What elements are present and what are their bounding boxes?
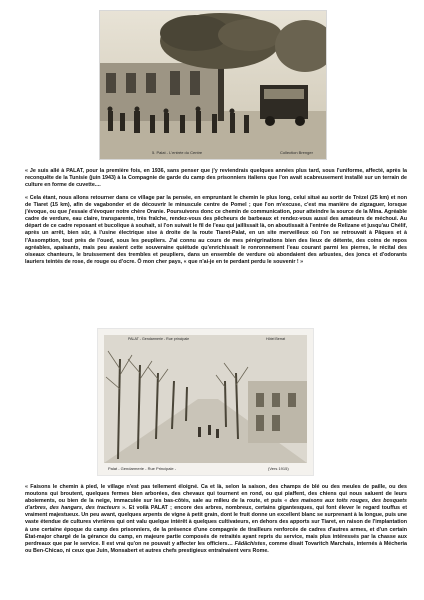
paragraph-village-walk	[25, 484, 407, 555]
village-entrance-photo	[99, 10, 327, 160]
paragraph-text: ». Et voilà PALAT ; encore des arbres, nombreux, certains gigantesques, qui font élever le regard touffus et vraiment majestueux. Un peu avant, quelques arpents de vigne à petit grain, dont le fruit donne un excellent blanc se surprenant à la longue, puis une vaste étendue de cultures vivrières qui ont valu quelque intérêt à quelques cultivateurs, en dehors des apports sur Tiaret, en raison de l'implantation à une certaine époque du camp des prisonniers, de la présence d'une compagnie de tirailleurs renforcée de cadres d'autres armes, et d'un certain État-major chargé de la gérance du camp, en majeure partie composés de retraités ayant repris du service, mais plus intéressés par la chasse aux perdreaux que par le service. Il est vrai qu'on ne pouvait y affecter les officiers…	[25, 505, 407, 547]
paragraph-text: « Faisons le chemin à pied, le village n'est pas tellement éloigné. Ca et là, selon la saison, des champs de blé ou des meules de paille, ou des moutons qui broutent, quelques fermes bien arborées, des chevaux qui tournent en rond, ou qui piaffent, des chiens qui nous saluent de leurs aboiements, ou bien de la neige, immaculée sur les bas-côtés, sale au milieu de la route, et puis «	[25, 484, 407, 505]
photo-date: (Vers 1915)	[268, 466, 289, 471]
photo-banner-left: PALAT - Gendarmerie - Rue principale	[128, 337, 190, 341]
gendarmerie-street-photo	[97, 328, 314, 476]
gendarmerie-street-illustration	[98, 329, 313, 475]
paragraph-text: , comme disait Tovaritch Marchais, internés à Mécheria ou Ben-Chicao, ni ceux que Juin, Monsabert et autres chefs prestigieux entraînaient vers Rome.	[25, 540, 407, 554]
village-entrance-illustration	[100, 11, 326, 159]
quoted-phrase: des maisons aux toits rouges, des bosquets d'arbres, des hangars, des tracteurs	[25, 498, 407, 512]
photo-caption: 5. Palat - L'entrée du Centre	[152, 150, 203, 155]
photo-credit: Collection Brenger	[280, 150, 313, 155]
paragraph-first-visit: « Je suis allé à PALAT, pour la première fois, en 1936, sans penser que j'y reviendrais quelques années plus tard, sous l'uniforme, affecté, après la reconquête de la Tunisie (juin 1943) à la Compagnie de garde du camp des prisonniers italiens que l'on avait scabreusement installé sur un terrain de culture en forme de cuvette....	[25, 168, 407, 189]
photo-banner-right: Hôtel Berrat	[266, 337, 286, 341]
italic-term: Fâdâchistes	[232, 540, 266, 547]
photo-caption: Palat - Gendarmerie - Rue Principale -	[108, 466, 177, 471]
paragraph-journey: « Cela étant, nous allons retourner dans ce village par la pensée, en empruntant le chemin le plus long, celui situé au sortir de Trézel (25 km) et non de Tiaret (15 km), afin de vagabonder et de découvrir le minuscule centre de Pomel ; que l'on m'excuse, c'est ma manière de zigzaguer, lorsque j'évoque, ou que j'essaie d'évoquer notre chère Oranie. Poursuivons donc ce chemin de communication, pour atteindre la source de la Mina. Agréable cadre de verdure, eau claire, transparente, très fraîche, rendez-vous des pêcheurs de barbeaux et rendez-vous aussi des amateurs de méchoui. Au départ de ce cadre reposant et bucolique à souhait, si l'on suivait le fil de l'eau qui jaillissait là, on aboutissait à l'entrée de Relizane et jusqu'au Chélif, après un arrêt, bien sûr, à l'usine électrique sise à droite de la route Tiaret-Palat, en un site merveilleux où l'on se retrouvait à Pâques et à l'Assomption, tout près de l'oued, sous les peupliers. J'ai connu au cours de mes pérégrinations bien des lieux de détente, des coins de repos agréables, apaisants, mais peu avaient cette souveraine quiétude qu'enrichissait le ronronnement l'eau courant parmi les pierres, le récital des oiseaux chanteurs, le bruissement des trembles et peupliers, dans un ensemble de verdure où abondaient des arbustes, des joncs et d'odorants lauriers teintés de rose, de rouge ou d'ocre. Ô mon cher pays, « que n'ai-je en te perdant perdu le souvenir ! »	[25, 195, 407, 265]
